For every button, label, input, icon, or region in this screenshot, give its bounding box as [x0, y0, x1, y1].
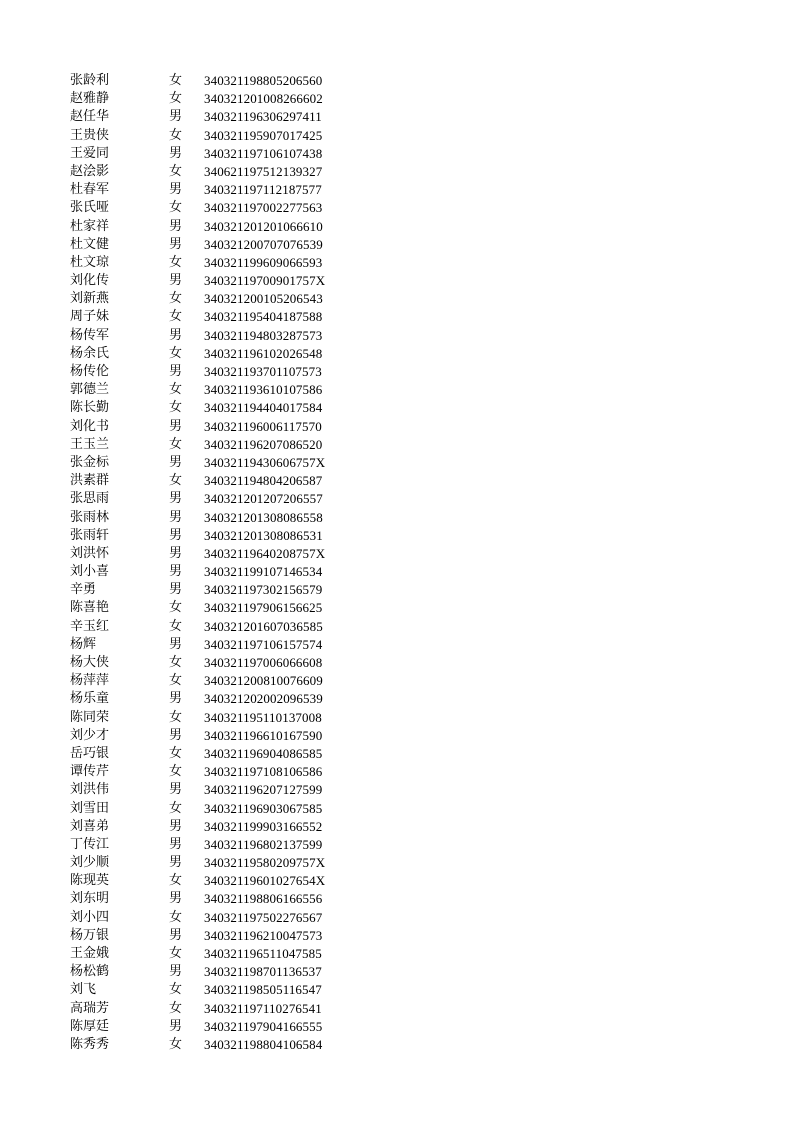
name-cell: 王贵侠 — [70, 127, 110, 143]
gender-cell: 女 — [169, 127, 183, 143]
name-cell: 陈厚廷 — [70, 1018, 110, 1034]
table-row — [70, 636, 370, 654]
name-cell: 刘化书 — [70, 418, 110, 434]
id-number-cell: 340321201308086531 — [204, 527, 323, 543]
gender-cell: 女 — [169, 1036, 183, 1052]
table-row — [70, 672, 370, 690]
table-row — [70, 854, 370, 872]
id-number-cell: 340321200810076609 — [204, 673, 323, 689]
name-cell: 杨松鹤 — [70, 964, 110, 980]
name-cell: 杨萍萍 — [70, 673, 110, 689]
table-row — [70, 490, 370, 508]
table-row — [70, 1000, 370, 1018]
gender-cell: 女 — [169, 400, 183, 416]
table-row — [70, 763, 370, 781]
table-row — [70, 308, 370, 326]
id-number-cell: 340321200707076539 — [204, 236, 323, 252]
gender-cell: 女 — [169, 709, 183, 725]
id-number-cell: 340321198805206560 — [204, 73, 323, 88]
gender-cell: 男 — [169, 218, 183, 234]
gender-cell: 女 — [169, 946, 183, 961]
gender-cell: 男 — [169, 109, 183, 125]
table-row — [70, 563, 370, 581]
table-row — [70, 545, 370, 563]
gender-cell: 女 — [169, 91, 183, 107]
name-cell: 张思雨 — [70, 491, 110, 507]
gender-cell: 女 — [169, 291, 183, 307]
id-number-cell: 340321197502276567 — [204, 909, 323, 925]
name-cell: 赵任华 — [70, 109, 110, 125]
gender-cell: 男 — [169, 927, 183, 943]
name-cell: 刘小四 — [70, 909, 110, 925]
gender-cell: 男 — [169, 1018, 183, 1034]
table-row — [70, 800, 370, 818]
name-cell: 洪素群 — [70, 473, 110, 489]
name-cell: 刘少顺 — [70, 855, 110, 871]
table-row — [70, 1018, 370, 1036]
table-row — [70, 599, 370, 617]
roster-sheet — [70, 72, 370, 1054]
id-number-cell: 340321202002096539 — [204, 691, 323, 707]
gender-cell: 男 — [169, 818, 183, 834]
gender-cell: 男 — [169, 509, 183, 525]
id-number-cell: 340321197108106586 — [204, 764, 323, 780]
table-row — [70, 618, 370, 636]
gender-cell: 男 — [169, 727, 183, 743]
name-cell: 张雨轩 — [70, 527, 110, 543]
id-number-cell: 340321196102026548 — [204, 345, 323, 361]
name-cell: 刘洪伟 — [70, 782, 110, 798]
table-row — [70, 836, 370, 854]
table-row — [70, 727, 370, 745]
table-row — [70, 963, 370, 981]
id-number-cell: 340321195110137008 — [204, 709, 322, 725]
id-number-cell: 340321199609066593 — [204, 254, 323, 270]
id-number-cell: 340321198806166556 — [204, 891, 323, 907]
name-cell: 杨传军 — [70, 327, 110, 343]
id-number-cell: 340321196210047573 — [204, 927, 323, 943]
id-number-cell: 34032119580209757X — [204, 855, 326, 871]
gender-cell: 女 — [169, 982, 183, 998]
name-cell: 刘东明 — [70, 891, 110, 907]
id-number-cell: 340321196904086585 — [204, 745, 323, 761]
name-cell: 杨辉 — [70, 636, 97, 652]
table-row — [70, 236, 370, 254]
table-row — [70, 72, 370, 90]
id-number-cell: 340321199903166552 — [204, 818, 323, 834]
name-cell: 杨余氏 — [70, 345, 110, 361]
table-row — [70, 199, 370, 217]
table-row — [70, 163, 370, 181]
id-number-cell: 340321196903067585 — [204, 800, 323, 816]
name-cell: 岳巧银 — [70, 745, 110, 761]
name-cell: 王玉兰 — [70, 436, 110, 452]
gender-cell: 男 — [169, 564, 183, 580]
table-row — [70, 872, 370, 890]
gender-cell: 男 — [169, 691, 183, 707]
name-cell: 谭传芹 — [70, 764, 110, 780]
name-cell: 赵雅静 — [70, 91, 110, 107]
table-row — [70, 345, 370, 363]
gender-cell: 男 — [169, 855, 183, 871]
id-number-cell: 340321198701136537 — [204, 964, 322, 980]
id-number-cell: 340321196207127599 — [204, 782, 323, 798]
id-number-cell: 340321193701107573 — [204, 364, 322, 379]
name-cell: 刘化传 — [70, 273, 110, 289]
id-number-cell: 34032119700901757X — [204, 273, 326, 289]
name-cell: 陈秀秀 — [70, 1036, 110, 1052]
gender-cell: 男 — [169, 145, 183, 161]
id-number-cell: 340321194804206587 — [204, 473, 323, 489]
table-row — [70, 654, 370, 672]
gender-cell: 女 — [169, 1000, 183, 1016]
name-cell: 周子妹 — [70, 309, 110, 325]
gender-cell: 男 — [169, 582, 183, 598]
id-number-cell: 340321201207206557 — [204, 491, 323, 507]
name-cell: 刘少才 — [70, 727, 110, 743]
name-cell: 郭德兰 — [70, 382, 110, 398]
gender-cell: 女 — [169, 655, 183, 670]
gender-cell: 男 — [169, 327, 183, 343]
gender-cell: 男 — [169, 527, 183, 543]
id-number-cell: 340321194404017584 — [204, 400, 323, 416]
gender-cell: 女 — [169, 436, 183, 452]
id-number-cell: 340321196006117570 — [204, 418, 322, 434]
id-number-cell: 340321193610107586 — [204, 382, 323, 398]
table-row — [70, 890, 370, 908]
name-cell: 刘飞 — [70, 982, 97, 998]
table-row — [70, 690, 370, 708]
table-row — [70, 272, 370, 290]
table-row — [70, 90, 370, 108]
table-row — [70, 145, 370, 163]
table-row — [70, 527, 370, 545]
id-number-cell: 340321194803287573 — [204, 327, 323, 343]
name-cell: 张龄利 — [70, 73, 110, 88]
table-row — [70, 509, 370, 527]
gender-cell: 男 — [169, 836, 183, 852]
name-cell: 王金娥 — [70, 946, 110, 961]
id-number-cell: 340321201008266602 — [204, 91, 323, 107]
id-number-cell: 34032119601027654X — [204, 873, 326, 889]
gender-cell: 女 — [169, 764, 183, 780]
name-cell: 王爱同 — [70, 145, 110, 161]
gender-cell: 男 — [169, 273, 183, 289]
table-row — [70, 472, 370, 490]
table-row — [70, 418, 370, 436]
name-cell: 陈同荣 — [70, 709, 110, 725]
gender-cell: 女 — [169, 600, 183, 616]
table-row — [70, 290, 370, 308]
id-number-cell: 340621197512139327 — [204, 163, 323, 179]
table-row — [70, 218, 370, 236]
name-cell: 陈现英 — [70, 873, 110, 889]
table-row — [70, 436, 370, 454]
table-row — [70, 181, 370, 199]
name-cell: 刘小喜 — [70, 564, 110, 580]
table-row — [70, 381, 370, 399]
id-number-cell: 340321198804106584 — [204, 1036, 323, 1052]
id-number-cell: 340321201201066610 — [204, 218, 323, 234]
id-number-cell: 340321197906156625 — [204, 600, 323, 616]
name-cell: 杜家祥 — [70, 218, 110, 234]
name-cell: 高瑞芳 — [70, 1000, 110, 1016]
gender-cell: 女 — [169, 618, 183, 634]
table-row — [70, 127, 370, 145]
gender-cell: 女 — [169, 73, 183, 88]
name-cell: 刘新燕 — [70, 291, 110, 307]
id-number-cell: 340321197106107438 — [204, 145, 323, 161]
gender-cell: 女 — [169, 163, 183, 179]
gender-cell: 女 — [169, 473, 183, 489]
table-row — [70, 327, 370, 345]
name-cell: 杨万银 — [70, 927, 110, 943]
gender-cell: 男 — [169, 454, 183, 470]
table-row — [70, 581, 370, 599]
gender-cell: 男 — [169, 491, 183, 507]
table-row — [70, 818, 370, 836]
id-number-cell: 340321197002277563 — [204, 200, 323, 216]
id-number-cell: 34032119430606757X — [204, 454, 326, 470]
id-number-cell: 340321199107146534 — [204, 564, 323, 580]
name-cell: 杜文琼 — [70, 254, 110, 270]
id-number-cell: 340321197302156579 — [204, 582, 323, 598]
name-cell: 杨传伦 — [70, 364, 110, 379]
table-row — [70, 254, 370, 272]
id-number-cell: 340321197106157574 — [204, 636, 323, 652]
id-number-cell: 340321197110276541 — [204, 1000, 322, 1016]
gender-cell: 女 — [169, 309, 183, 325]
id-number-cell: 340321195907017425 — [204, 127, 323, 143]
id-number-cell: 340321197112187577 — [204, 182, 322, 198]
id-number-cell: 340321197904166555 — [204, 1018, 323, 1034]
name-cell: 辛勇 — [70, 582, 97, 598]
table-row — [70, 909, 370, 927]
name-cell: 张雨林 — [70, 509, 110, 525]
gender-cell: 女 — [169, 745, 183, 761]
table-row — [70, 454, 370, 472]
gender-cell: 女 — [169, 345, 183, 361]
name-cell: 张氏哑 — [70, 200, 110, 216]
id-number-cell: 340321201308086558 — [204, 509, 323, 525]
id-number-cell: 340321195404187588 — [204, 309, 323, 325]
gender-cell: 女 — [169, 800, 183, 816]
gender-cell: 女 — [169, 909, 183, 925]
name-cell: 杨大侠 — [70, 655, 110, 670]
id-number-cell: 340321196306297411 — [204, 109, 322, 125]
id-number-cell: 340321200105206543 — [204, 291, 323, 307]
gender-cell: 男 — [169, 891, 183, 907]
name-cell: 杨乐童 — [70, 691, 110, 707]
table-row — [70, 1036, 370, 1054]
id-number-cell: 340321196610167590 — [204, 727, 323, 743]
id-number-cell: 340321197006066608 — [204, 655, 323, 670]
gender-cell: 男 — [169, 782, 183, 798]
table-row — [70, 781, 370, 799]
name-cell: 陈喜艳 — [70, 600, 110, 616]
id-number-cell: 340321198505116547 — [204, 982, 322, 998]
table-row — [70, 927, 370, 945]
id-number-cell: 340321196207086520 — [204, 436, 323, 452]
name-cell: 陈长勤 — [70, 400, 110, 416]
id-number-cell: 34032119640208757X — [204, 545, 326, 561]
gender-cell: 女 — [169, 873, 183, 889]
table-row — [70, 981, 370, 999]
gender-cell: 男 — [169, 418, 183, 434]
table-row — [70, 363, 370, 381]
name-cell: 刘雪田 — [70, 800, 110, 816]
id-number-cell: 340321201607036585 — [204, 618, 323, 634]
table-row — [70, 745, 370, 763]
name-cell: 张金标 — [70, 454, 110, 470]
table-row — [70, 945, 370, 963]
gender-cell: 男 — [169, 964, 183, 980]
name-cell: 辛玉红 — [70, 618, 110, 634]
name-cell: 丁传江 — [70, 836, 110, 852]
name-cell: 杜春军 — [70, 182, 110, 198]
id-number-cell: 340321196802137599 — [204, 836, 323, 852]
name-cell: 刘洪怀 — [70, 545, 110, 561]
name-cell: 刘喜弟 — [70, 818, 110, 834]
gender-cell: 男 — [169, 636, 183, 652]
table-row — [70, 709, 370, 727]
gender-cell: 男 — [169, 545, 183, 561]
gender-cell: 女 — [169, 200, 183, 216]
gender-cell: 男 — [169, 236, 183, 252]
gender-cell: 男 — [169, 182, 183, 198]
gender-cell: 男 — [169, 364, 183, 379]
gender-cell: 女 — [169, 254, 183, 270]
gender-cell: 女 — [169, 382, 183, 398]
gender-cell: 女 — [169, 673, 183, 689]
table-row — [70, 108, 370, 126]
table-row — [70, 399, 370, 417]
id-number-cell: 340321196511047585 — [204, 946, 322, 961]
name-cell: 赵浍影 — [70, 163, 110, 179]
name-cell: 杜文健 — [70, 236, 110, 252]
